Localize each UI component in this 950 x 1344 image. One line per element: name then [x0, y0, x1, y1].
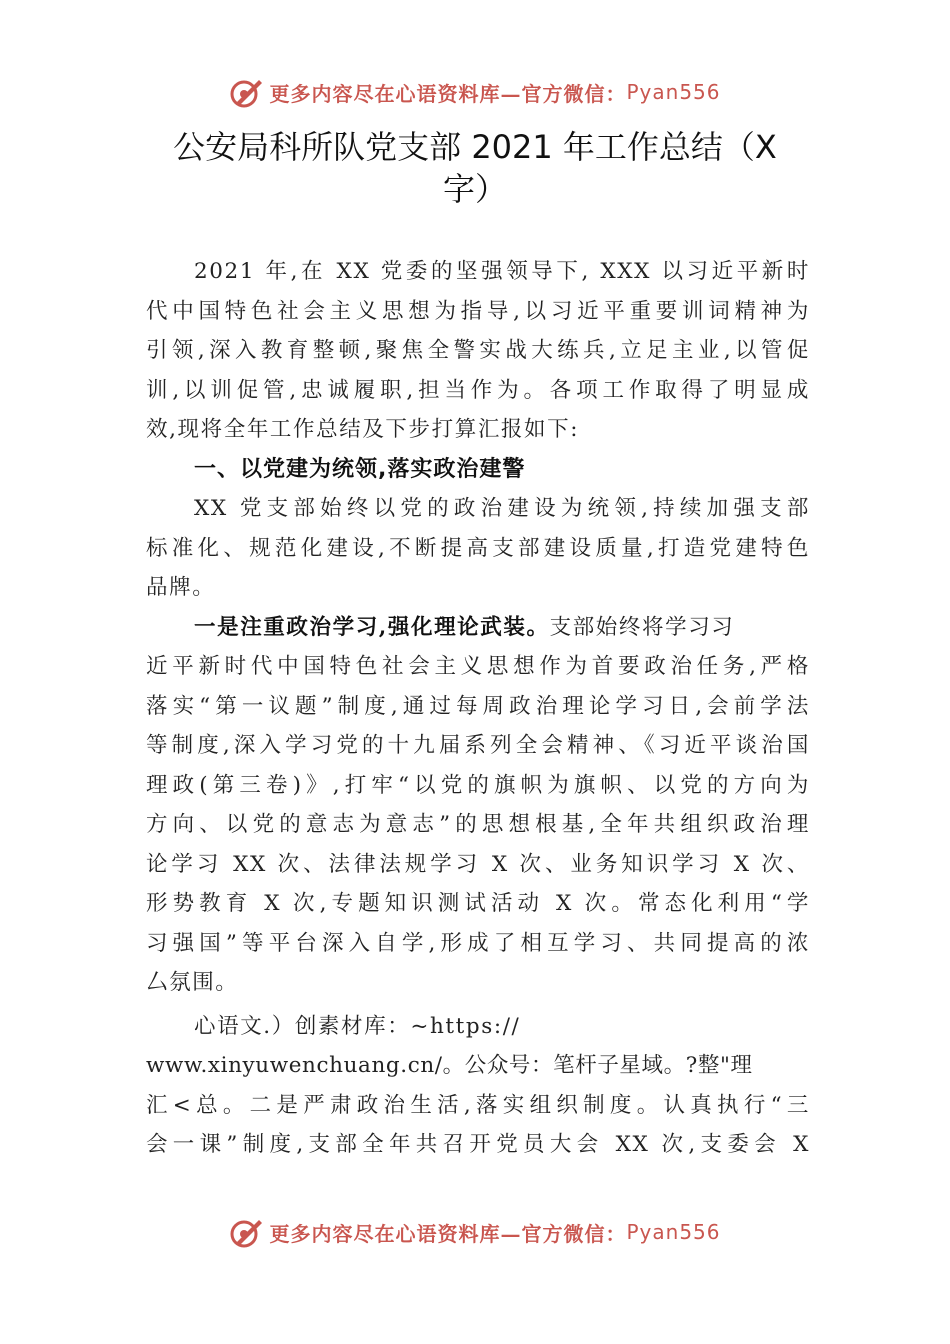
paragraph-line: 理政(第三卷)》,打牢“以党的旗帜为旗帜、以党的方向为: [146, 772, 810, 798]
section-heading: 一、以党建为统领,落实政治建警: [194, 456, 526, 482]
page-title: [140, 126, 810, 210]
paragraph-line: 训,以训促管,忠诚履职,担当作为。各项工作取得了明显成: [146, 377, 810, 403]
paragraph-line: 代中国特色社会主义思想为指导,以习近平重要训词精神为: [146, 298, 810, 324]
paragraph-line: 论学习 XX 次、法律法规学习 X 次、业务知识学习 X 次、: [146, 851, 810, 877]
paragraph-line: 心语文.）创素材库：~https://: [194, 1013, 521, 1039]
header-banner: [0, 72, 950, 112]
paragraph-line: 2021 年,在 XX 党委的坚强领导下, XXX 以习近平新时: [194, 259, 810, 284]
brush-logo-icon: [229, 74, 265, 110]
banner-wechat-id: Pyan556: [626, 1220, 721, 1244]
paragraph-line: 汇<总。二是严肃政治生活,落实组织制度。认真执行“三: [146, 1092, 810, 1118]
title-line-1: 公安局科所队党支部 2021 年工作总结（X: [173, 128, 777, 166]
title-line-2: 字）: [442, 170, 507, 208]
paragraph-line: 标准化、规范化建设,不断提高支部建设质量,打造党建特色: [146, 535, 810, 561]
paragraph-line: 形势教育 X 次,专题知识测试活动 X 次。常态化利用“学: [146, 891, 810, 916]
paragraph-line: 等制度,深入学习党的十九届系列全会精神、《习近平谈治国: [146, 733, 810, 758]
brush-logo-icon: [229, 1214, 265, 1250]
paragraph-line: 会一课”制度,支部全年共召开党员大会 XX 次,支委会 X: [146, 1132, 810, 1157]
banner-wechat-id: Pyan556: [626, 80, 721, 104]
paragraph-text: 支部始终将学习习: [549, 614, 735, 640]
banner-text: 更多内容尽在心语资料库—官方微信：: [269, 81, 627, 106]
paragraph-line: 效,现将全年工作总结及下步打算汇报如下:: [146, 417, 580, 442]
paragraph-line: 引领,深入教育整顿,聚焦全警实战大练兵,立足主业,以管促: [146, 338, 810, 363]
paragraph-line: [146, 608, 810, 648]
paragraph-line: 落实“第一议题”制度,通过每周政治理论学习日,会前学法: [146, 693, 810, 719]
footer-banner: [0, 1212, 950, 1252]
paragraph-line: XX 党支部始终以党的政治建设为统领,持续加强支部: [194, 496, 810, 521]
bold-lead: 一是注重政治学习,强化理论武装。: [194, 614, 550, 640]
document-body: [146, 252, 810, 1165]
paragraph-line: 方向、以党的意志为意志”的思想根基,全年共组织政治理: [146, 812, 810, 837]
banner-text: 更多内容尽在心语资料库—官方微信：: [269, 1221, 627, 1246]
paragraph-line: 厶氛围。: [146, 970, 239, 995]
paragraph-line: www.xinyuwenchuang.cn/。公众号：笔杆子星域。?整"理: [146, 1053, 753, 1078]
paragraph-line: 习强国”等平台深入自学,形成了相互学习、共同提高的浓: [146, 930, 810, 956]
paragraph-line: 品牌。: [146, 575, 216, 600]
paragraph-line: 近平新时代中国特色社会主义思想作为首要政治任务,严格: [146, 654, 810, 679]
